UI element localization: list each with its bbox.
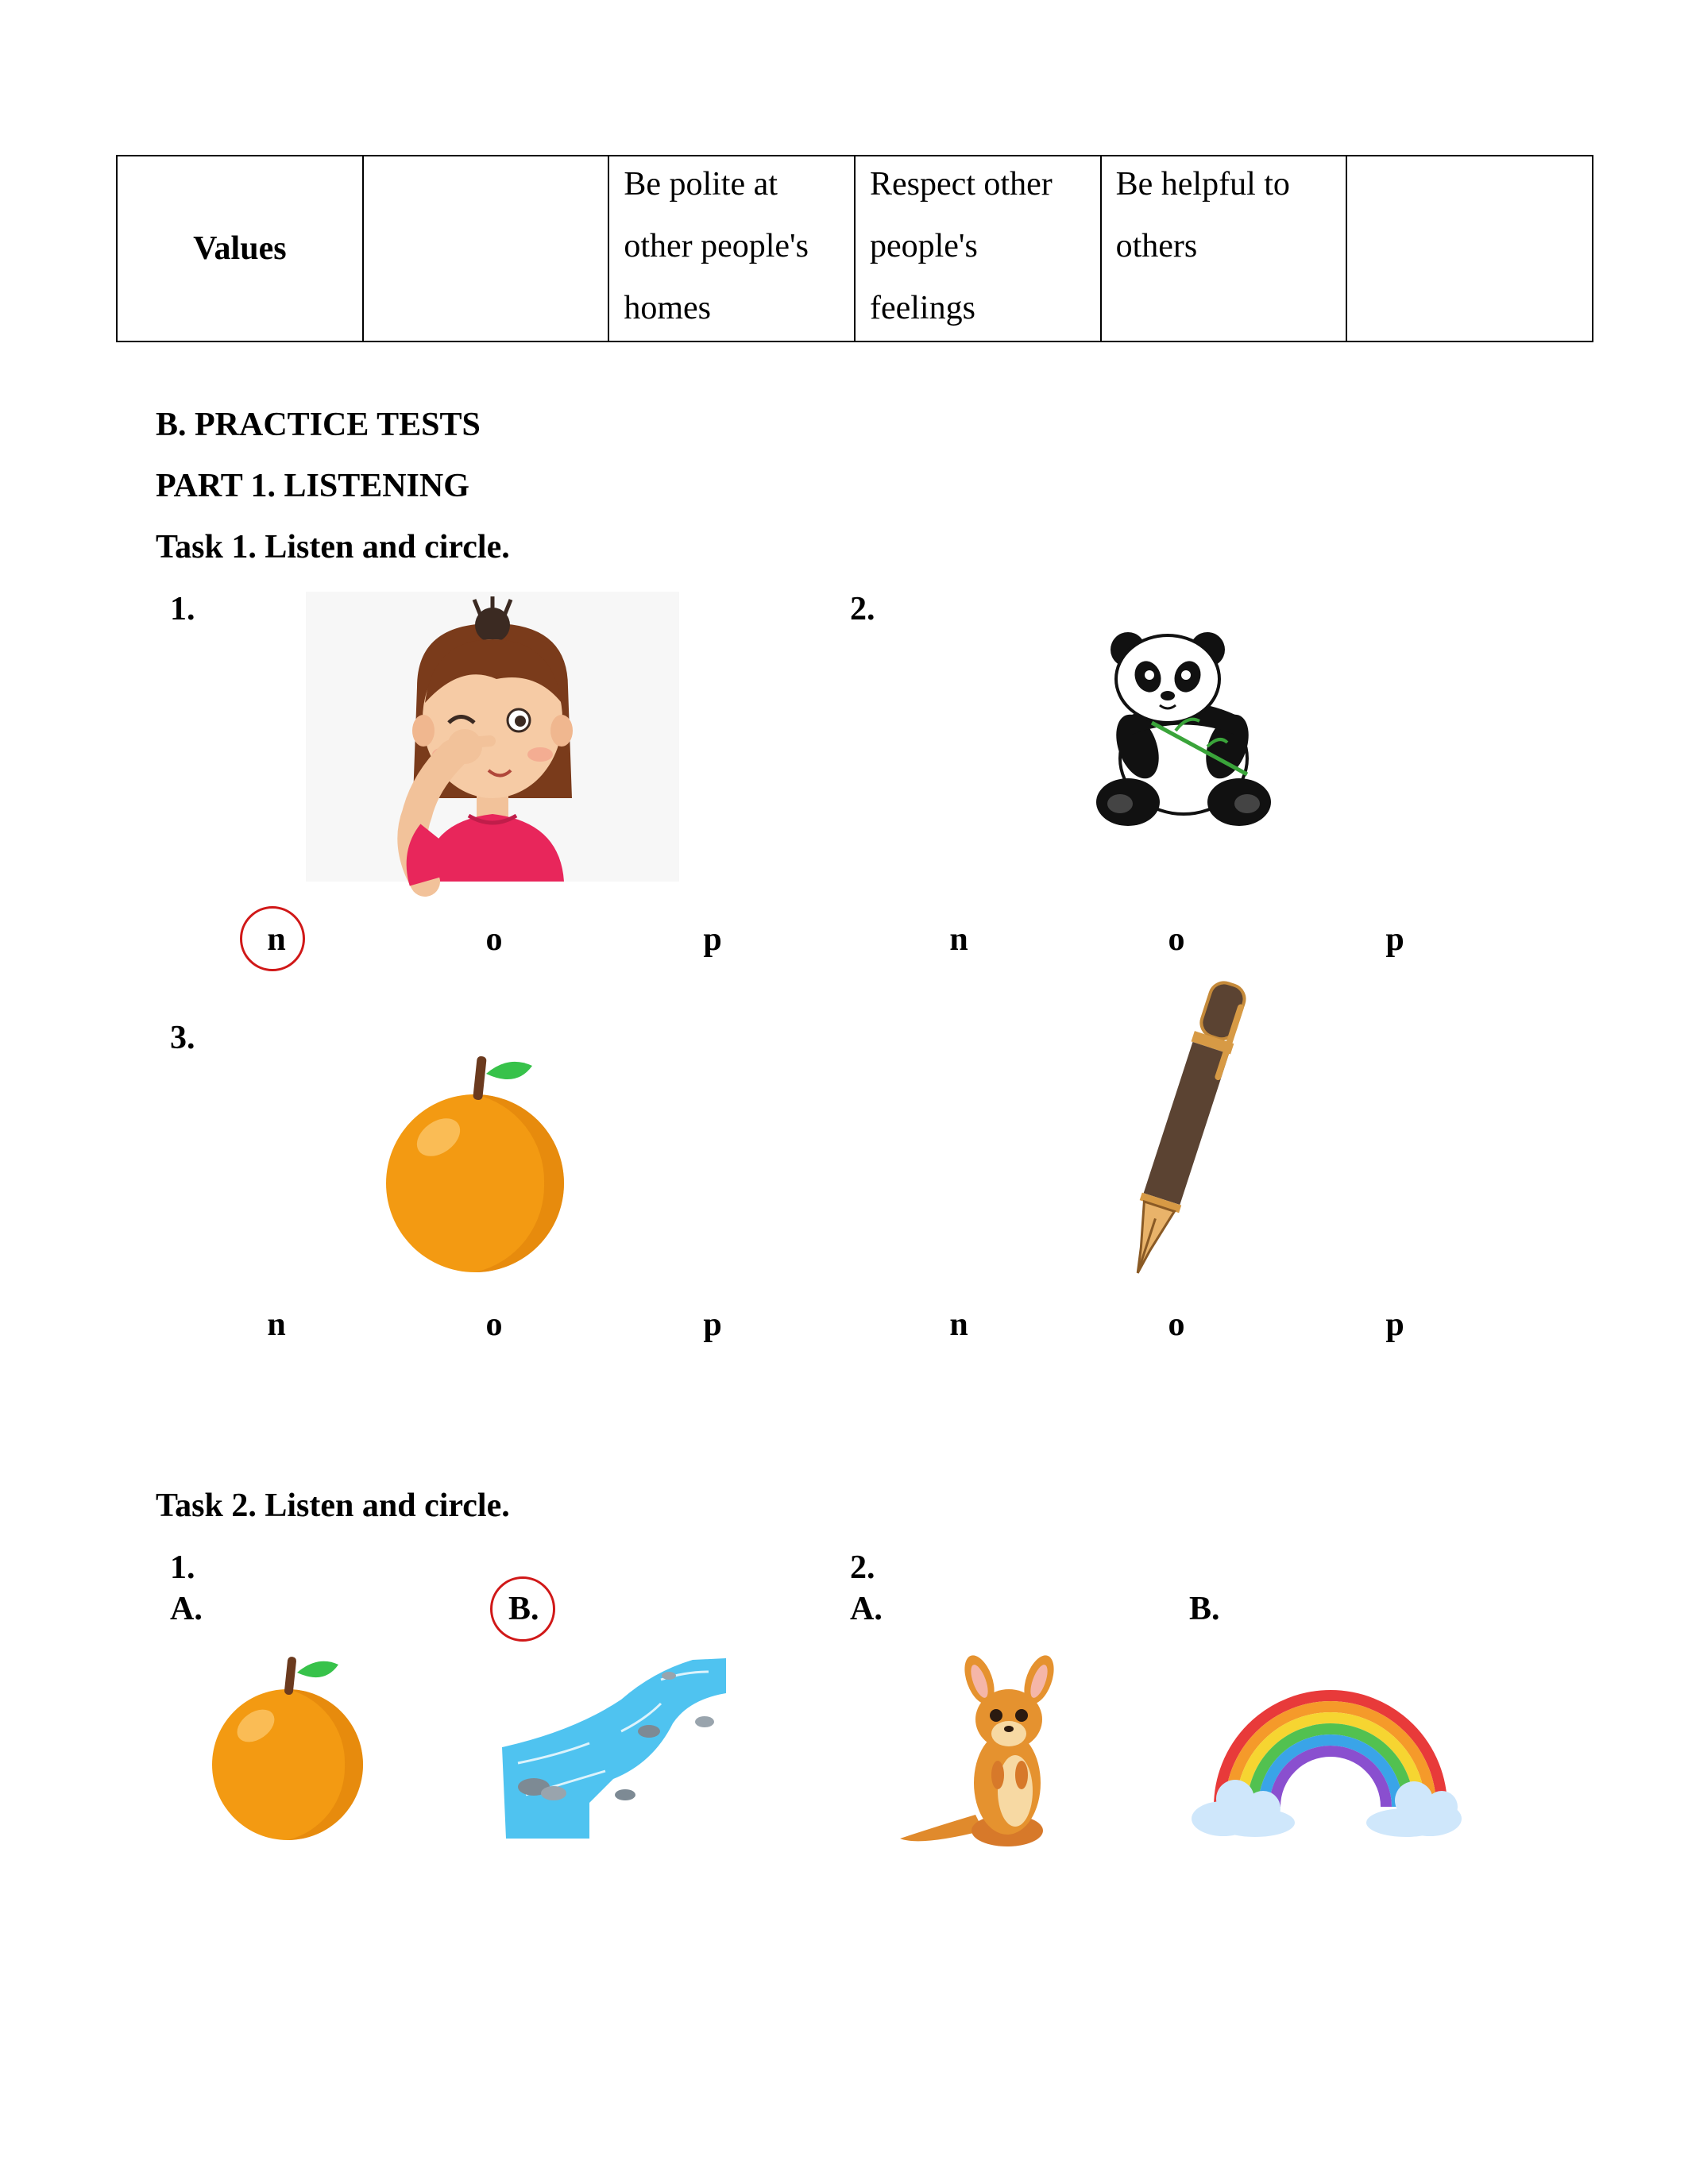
part-title: PART 1. LISTENING xyxy=(156,468,469,504)
panda-image xyxy=(1088,627,1279,826)
task2-item2-number: 2. xyxy=(850,1549,875,1586)
task1-item4-option-p[interactable]: p xyxy=(1385,1306,1404,1343)
cell-line: Be polite at xyxy=(624,166,778,203)
task1-item2-option-o[interactable]: o xyxy=(1168,921,1185,958)
task1-item1-option-n[interactable]: n xyxy=(267,921,286,958)
task2-title: Task 2. Listen and circle. xyxy=(156,1488,510,1524)
task1-item3-number: 3. xyxy=(170,1020,195,1056)
orange-image xyxy=(208,1650,371,1841)
task1-item2-option-n[interactable]: n xyxy=(949,921,968,958)
task1-item1-number: 1. xyxy=(170,591,195,627)
task1-item3-option-o[interactable]: o xyxy=(485,1306,503,1343)
kangaroo-image xyxy=(888,1656,1071,1854)
values-cell-respect xyxy=(855,156,1101,341)
task1-item3-option-p[interactable]: p xyxy=(703,1306,722,1343)
task2-item1-choice-a[interactable]: A. xyxy=(170,1591,203,1627)
task1-item1-option-p[interactable]: p xyxy=(703,921,722,958)
task1-item2-option-p[interactable]: p xyxy=(1385,921,1404,958)
task1-item4-option-n[interactable]: n xyxy=(949,1306,968,1343)
cell-line: Be helpful to xyxy=(1115,166,1290,203)
task1-title: Task 1. Listen and circle. xyxy=(156,529,510,565)
section-title: B. PRACTICE TESTS xyxy=(156,407,481,443)
values-cell-empty-1 xyxy=(363,156,609,341)
task2-item1-number: 1. xyxy=(170,1549,195,1586)
cell-line: other people's xyxy=(624,228,809,264)
cell-line: Respect other xyxy=(869,166,1053,203)
cell-line: others xyxy=(1115,228,1198,264)
cell-line: feelings xyxy=(869,290,975,326)
rainbow-image xyxy=(1192,1672,1470,1839)
values-cell-helpful xyxy=(1101,156,1347,341)
cell-line: homes xyxy=(624,290,711,326)
values-table xyxy=(116,155,1593,342)
values-label: Values xyxy=(117,156,363,341)
girl-touching-nose-image xyxy=(306,592,679,882)
river-image xyxy=(502,1644,726,1839)
pen-image xyxy=(1104,977,1263,1287)
task1-item4-option-o[interactable]: o xyxy=(1168,1306,1185,1343)
orange-image xyxy=(381,1048,572,1279)
task2-item2-choice-a[interactable]: A. xyxy=(850,1591,883,1627)
task2-item2-choice-b[interactable]: B. xyxy=(1189,1591,1220,1627)
task2-item1-choice-b[interactable]: B. xyxy=(508,1591,539,1627)
task1-item2-number: 2. xyxy=(850,591,875,627)
values-cell-empty-5 xyxy=(1346,156,1593,341)
task1-item3-option-n[interactable]: n xyxy=(267,1306,286,1343)
values-cell-polite xyxy=(608,156,855,341)
task1-item1-option-o[interactable]: o xyxy=(485,921,503,958)
cell-line: people's xyxy=(869,228,978,264)
